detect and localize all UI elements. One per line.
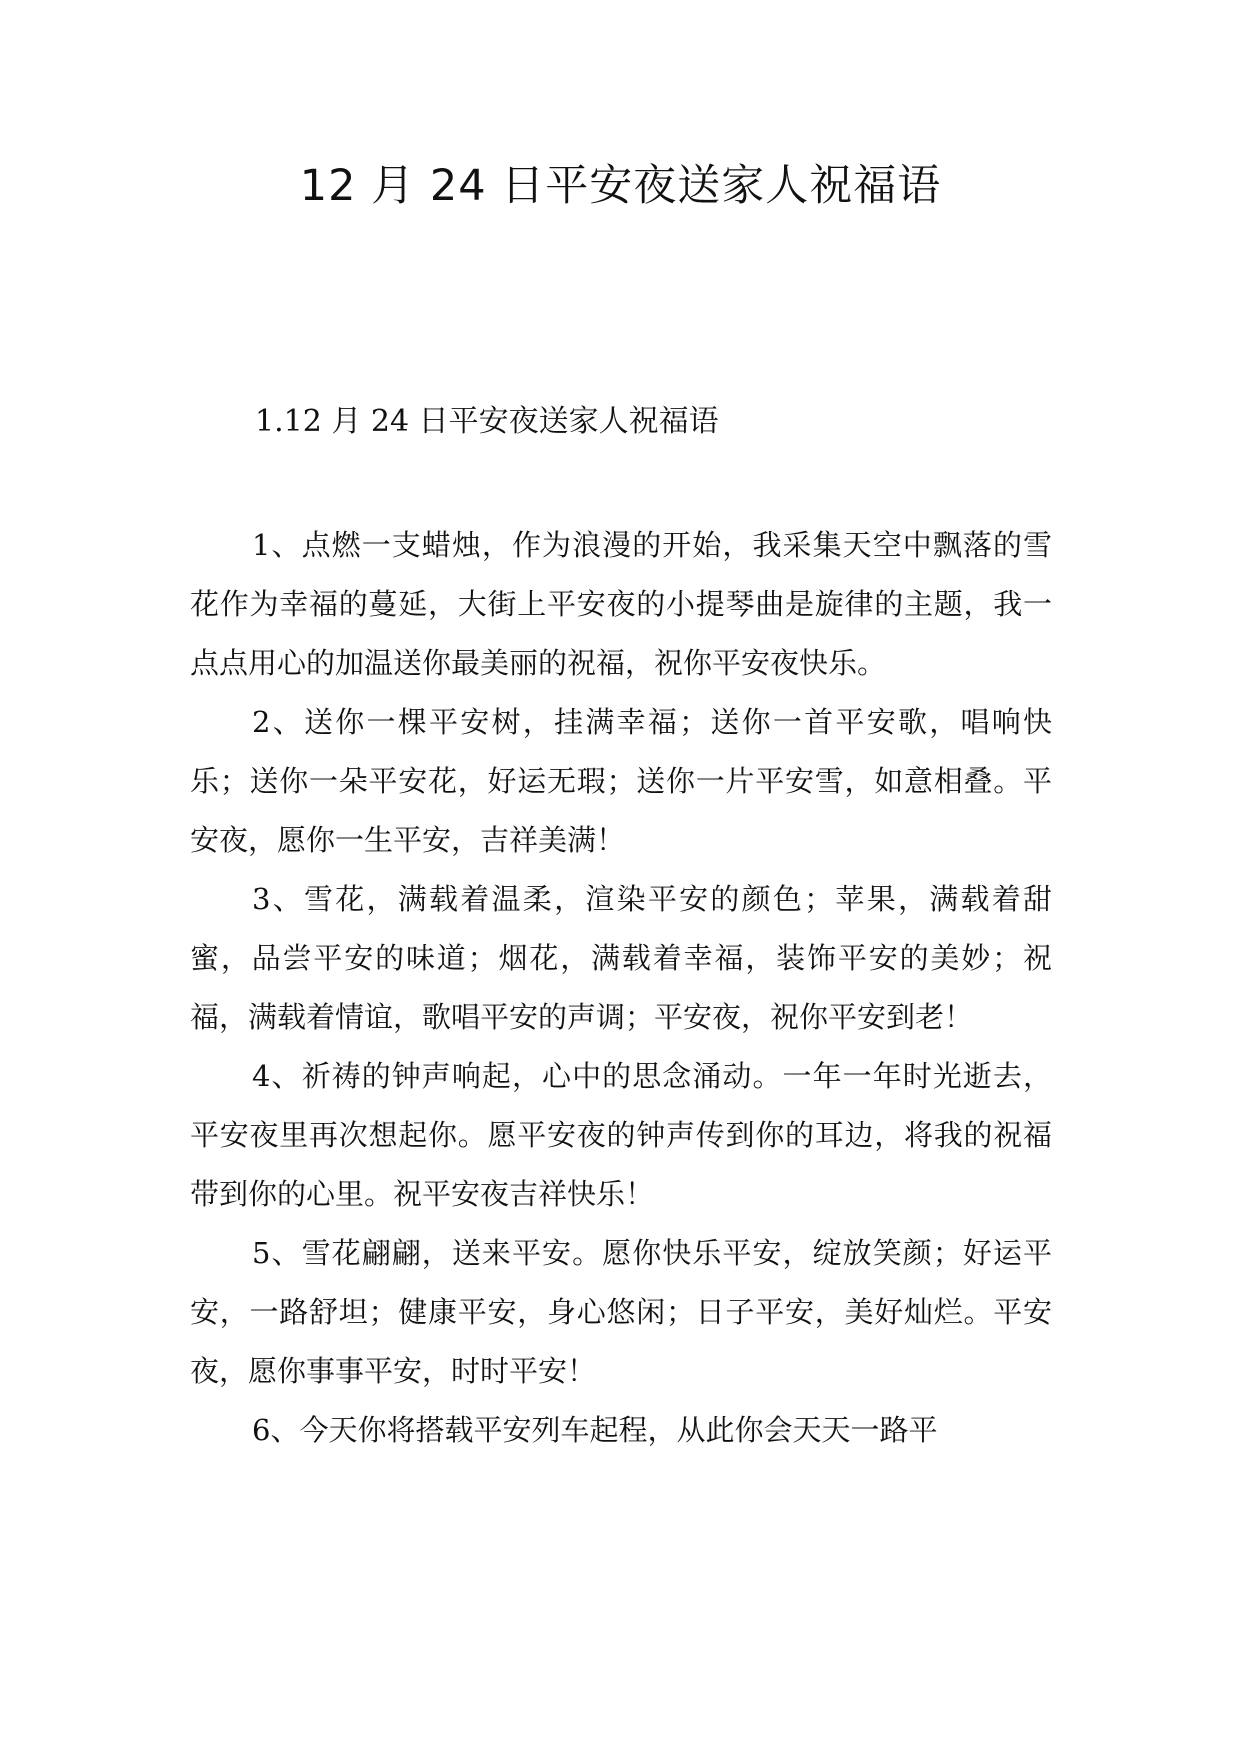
paragraph-4: 4、祈祷的钟声响起，心中的思念涌动。一年一年时光逝去，平安夜里再次想起你。愿平安夜的钟声传到你的耳边，将我的祝福带到你的心里。祝平安夜吉祥快乐！	[190, 1059, 1052, 1211]
paragraph-5: 5、雪花翩翩，送来平安。愿你快乐平安，绽放笑颜；好运平安，一路舒坦；健康平安，身心悠闲；日子平安，美好灿烂。平安夜，愿你事事平安，时时平安！	[190, 1236, 1052, 1388]
paragraph-3: 3、雪花，满载着温柔，渲染平安的颜色；苹果，满载着甜蜜，品尝平安的味道；烟花，满载着幸福，装饰平安的美妙；祝福，满载着情谊，歌唱平安的声调；平安夜，祝你平安到老！	[190, 882, 1052, 1034]
document-title: 12 月 24 日平安夜送家人祝福语	[299, 161, 942, 211]
paragraph-2: 2、送你一棵平安树，挂满幸福；送你一首平安歌，唱响快乐；送你一朵平安花，好运无瑕；送你一片平安雪，如意相叠。平安夜，愿你一生平安，吉祥美满！	[190, 705, 1052, 857]
paragraph-1: 1、点燃一支蜡烛，作为浪漫的开始，我采集天空中飘落的雪花作为幸福的蔓延，大街上平安夜的小提琴曲是旋律的主题，我一点点用心的加温送你最美丽的祝福，祝你平安夜快乐。	[190, 528, 1052, 680]
document-body	[190, 516, 1052, 1460]
paragraph-6: 6、今天你将搭载平安列车起程，从此你会天天一路平	[252, 1413, 938, 1447]
section-heading: 1.12 月 24 日平安夜送家人祝福语	[255, 404, 719, 439]
